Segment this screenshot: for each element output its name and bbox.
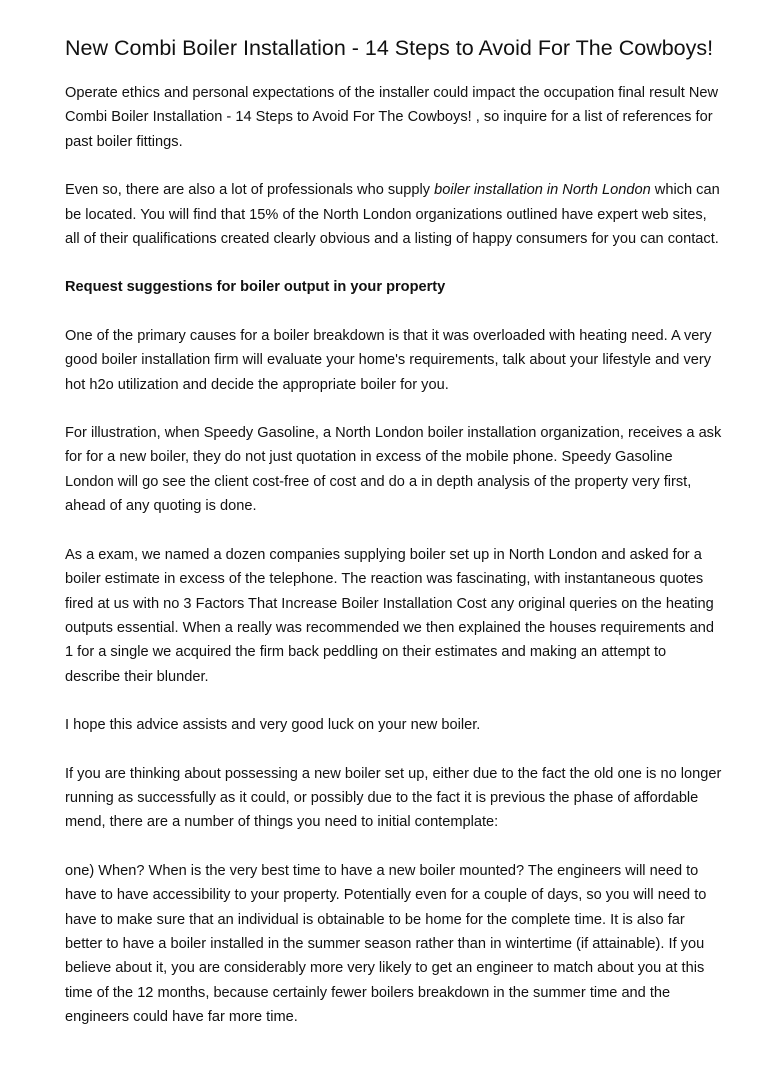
paragraph-considerations: If you are thinking about possessing a new boiler set up, either due to the fact the old one is no longer running as successfully as it could, or possibly due to the fact it is previous the phase of affordable mend, there are a number of things you need to initial contemplate: [65, 765, 722, 831]
document-page [65, 36, 725, 1054]
paragraph-illustration: For illustration, when Speedy Gasoline, a North London boiler installation organization, receives a ask for for a new boiler, they do not just quotation in excess of the mobile phone. Speedy Gasoline London will go see the client cost-free of cost and do a in depth analysis of the property very first, ahead of any quoting is done. [65, 425, 722, 515]
paragraph-when: one) When? When is the very best time to have a new boiler mounted? The engineers will need to have to have accessibility to your property. Potentially even for a couple of days, so you will need to have to make sure that an individual is obtainable to be home for the complete time. It is also far better to have a boiler installed in the summer season rather than in wintertime (if attainable). If you believe about it, you are considerably more very likely to get an engineer to match about you at this time of the 12 months, because certainly fewer boilers breakdown in the summer time and the engineers could have far more time. [65, 862, 707, 1026]
paragraph-breakdown-causes: One of the primary causes for a boiler breakdown is that it was overloaded with heating need. A very good boiler installation firm will evaluate your home's requirements, talk about your lifestyle and very hot h2o utilization and decide the appropriate boiler for you. [65, 327, 712, 393]
paragraph-text: which can be located. You will find that 15% of the North London organizations outlined have expert web sites, all of their qualifications created clearly obvious and a listing of happy consumers for you can contact. [65, 182, 720, 248]
paragraph-professionals [65, 178, 725, 251]
paragraph-intro: Operate ethics and personal expectations of the installer could impact the occupation final result New Combi Boiler Installation - 14 Steps to Avoid For The Cowboys! , so inquire for a list of references for past boiler fittings. [65, 85, 719, 150]
page-title: New Combi Boiler Installation - 14 Steps to Avoid For The Cowboys! [65, 36, 714, 60]
emphasized-phrase: boiler installation in North London [434, 182, 651, 199]
paragraph-good-luck: I hope this advice assists and very good luck on your new boiler. [65, 717, 481, 734]
section-heading: Request suggestions for boiler output in your property [65, 279, 446, 296]
paragraph-exam: As a exam, we named a dozen companies supplying boiler set up in North London and asked for a boiler estimate in excess of the telephone. The reaction was fascinating, with instantaneous quotes fired at us with no 3 Factors That Increase Boiler Installation Cost any original queries on the heating outputs essential. When a really was recommended we then explained the houses requirements and 1 for a single we acquired the firm back peddling on their estimates and making an attempt to describe their blunder. [65, 546, 714, 685]
paragraph-text: Even so, there are also a lot of professionals who supply [65, 182, 435, 199]
